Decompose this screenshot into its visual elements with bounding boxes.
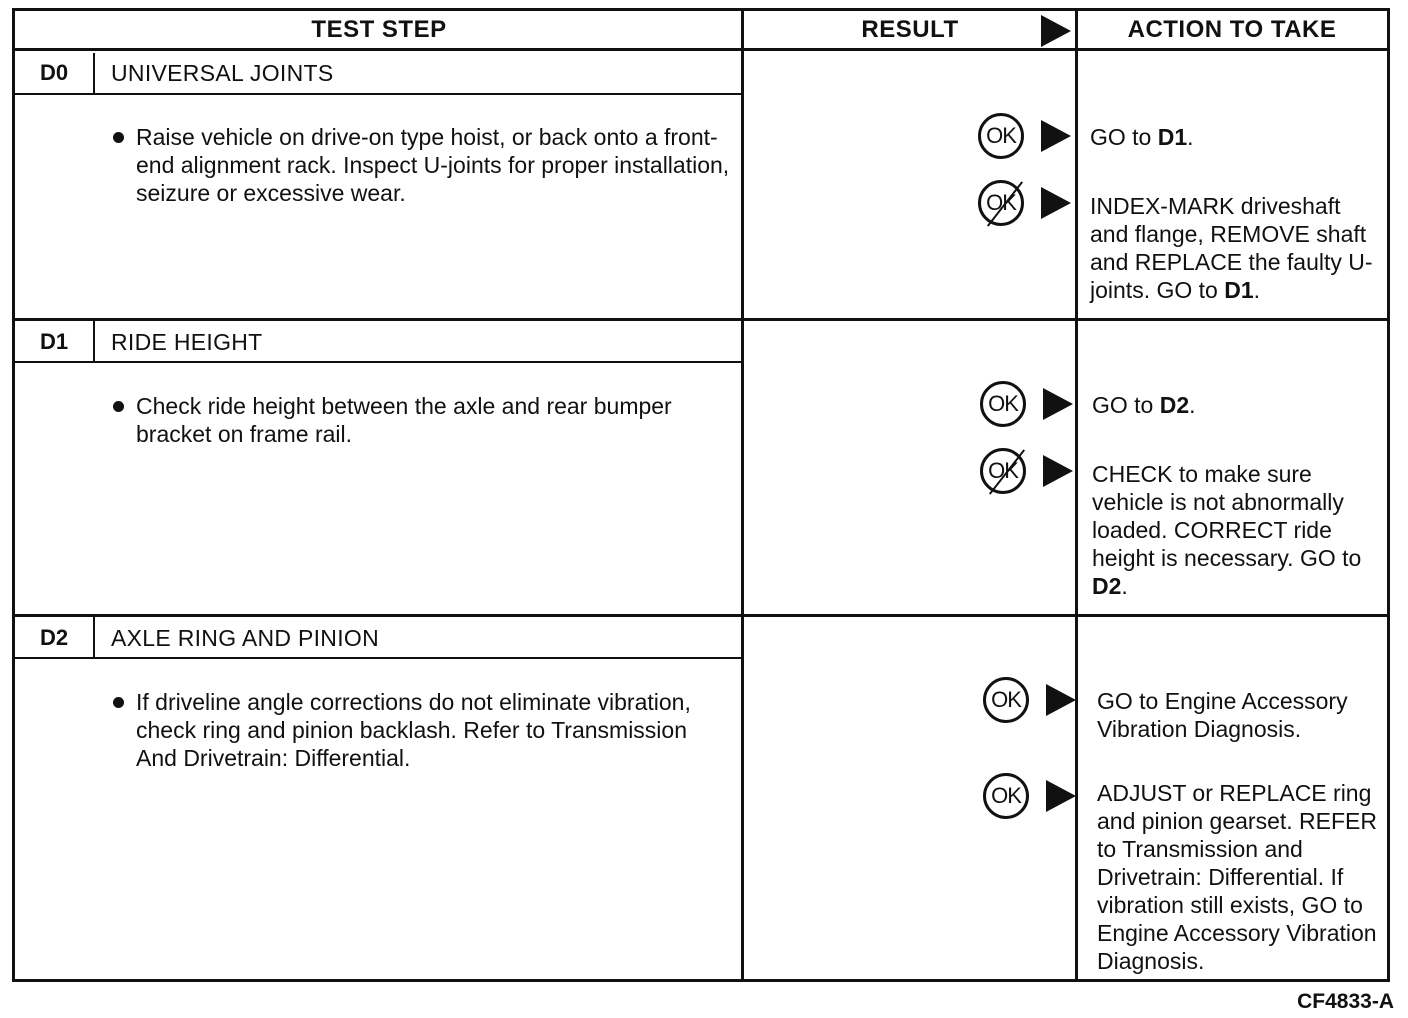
result-arrow-icon xyxy=(1043,388,1073,420)
diagnostic-chart xyxy=(12,8,1390,982)
step-title-underline xyxy=(15,657,742,659)
result-arrow-icon xyxy=(1046,780,1076,812)
result-arrow-icon xyxy=(1046,684,1076,716)
action-text: CHECK to make sure vehicle is not abnormally loaded. CORRECT ride height is necessary. GO to D2. xyxy=(1092,461,1362,599)
ok-result-icon: OK xyxy=(983,773,1029,819)
column-divider-result xyxy=(741,11,744,979)
step-instruction: If driveline angle corrections do not eliminate vibration, check ring and pinion backlash. Refer to Transmission And Drivetrain: Differential. xyxy=(110,688,710,772)
header-result xyxy=(743,11,1077,51)
step-title: RIDE HEIGHT xyxy=(111,328,263,355)
step-id: D1 xyxy=(39,329,69,354)
ok-result-icon: OK xyxy=(980,381,1026,427)
action-text: GO to Engine Accessory Vibration Diagnosis. xyxy=(1097,688,1348,742)
step-instruction: Raise vehicle on drive-on type hoist, or back onto a front-end alignment rack. Inspect U-joints for proper installation, seizure or excessive wear. xyxy=(110,123,730,207)
not-ok-result-icon: OK xyxy=(978,180,1024,226)
step-title-underline xyxy=(15,361,742,363)
header-result-label: RESULT xyxy=(861,15,959,43)
step-title: UNIVERSAL JOINTS xyxy=(111,59,334,86)
header-action: ACTION TO TAKE xyxy=(1077,11,1387,51)
action-text: GO to D1. xyxy=(1090,124,1194,150)
action-text: ADJUST or REPLACE ring and pinion gearset. REFER to Transmission and Drivetrain: Differential. If vibration still exists, GO to Engine Accessory Vibration Diagnosis. xyxy=(1097,780,1377,974)
row-divider-d1 xyxy=(15,318,1387,321)
step-id-divider xyxy=(93,617,95,659)
step-title-underline xyxy=(15,93,742,95)
result-arrow-icon xyxy=(1043,455,1073,487)
figure-id: CF4833-A xyxy=(1297,990,1394,1013)
step-id-divider xyxy=(93,53,95,95)
header-arrow-icon xyxy=(1041,15,1071,47)
ok-result-icon: OK xyxy=(983,677,1029,723)
action-text: GO to D2. xyxy=(1092,392,1196,418)
column-divider-action xyxy=(1075,11,1078,979)
step-title: AXLE RING AND PINION xyxy=(111,624,380,651)
ok-result-icon: OK xyxy=(978,113,1024,159)
not-ok-result-icon: OK xyxy=(980,448,1026,494)
step-id: D0 xyxy=(39,60,69,85)
step-id: D2 xyxy=(39,625,69,650)
action-text: INDEX-MARK driveshaft and flange, REMOVE shaft and REPLACE the faulty U-joints. GO to D1. xyxy=(1090,193,1373,303)
step-instruction: Check ride height between the axle and rear bumper bracket on frame rail. xyxy=(110,392,730,448)
result-arrow-icon xyxy=(1041,187,1071,219)
result-arrow-icon xyxy=(1041,120,1071,152)
header-test-step: TEST STEP xyxy=(15,11,743,51)
step-id-divider xyxy=(93,321,95,363)
row-divider-d2 xyxy=(15,614,1387,617)
